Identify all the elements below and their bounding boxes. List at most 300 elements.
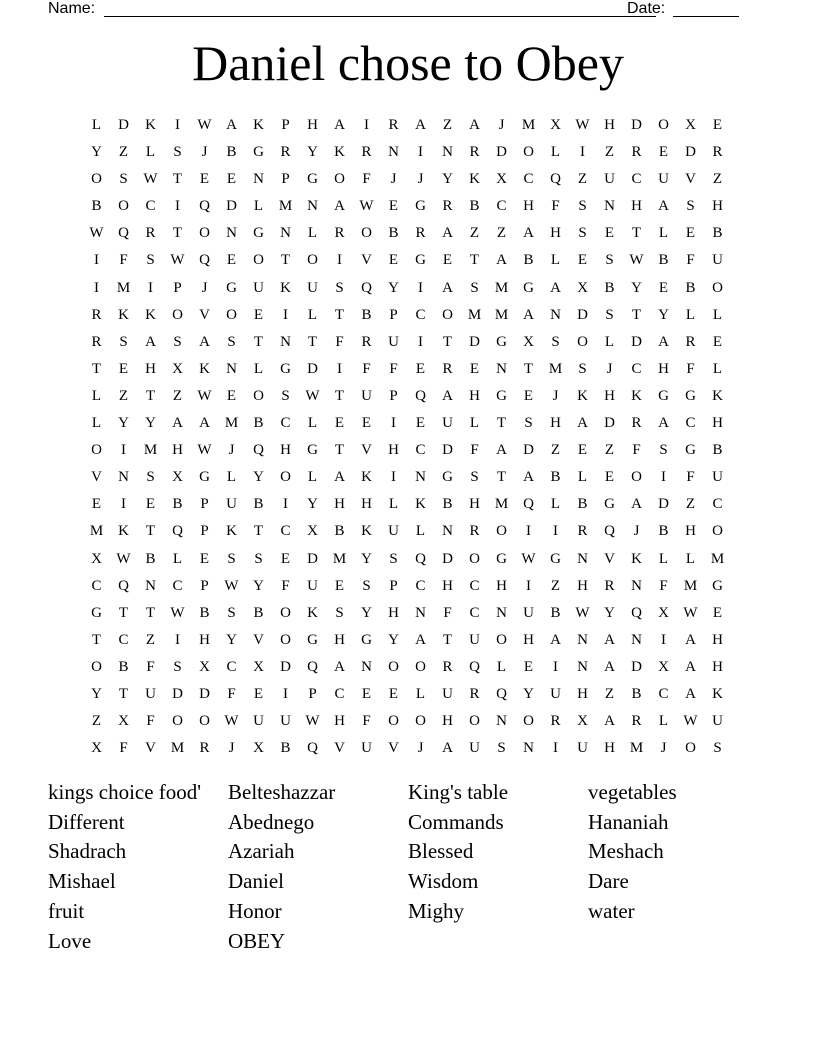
grid-letter[interactable]: C xyxy=(631,360,642,377)
grid-letter[interactable]: S xyxy=(605,252,614,269)
grid-letter[interactable]: P xyxy=(389,577,398,594)
grid-letter[interactable]: Z xyxy=(685,496,696,513)
grid-letter[interactable]: L xyxy=(685,550,696,567)
grid-letter[interactable]: R xyxy=(334,225,345,242)
grid-letter[interactable]: W xyxy=(170,252,185,269)
grid-letter[interactable]: R xyxy=(712,144,723,161)
grid-letter[interactable]: I xyxy=(121,442,126,459)
grid-letter[interactable]: F xyxy=(389,360,398,377)
grid-letter[interactable]: Y xyxy=(631,279,642,296)
grid-letter[interactable]: E xyxy=(604,469,615,486)
grid-letter[interactable]: Q xyxy=(469,658,480,675)
grid-letter[interactable]: V xyxy=(685,171,696,188)
grid-letter[interactable]: C xyxy=(685,415,696,432)
grid-letter[interactable]: N xyxy=(361,658,372,675)
grid-letter[interactable]: G xyxy=(307,171,318,188)
grid-letter[interactable]: I xyxy=(418,279,423,296)
grid-letter[interactable]: I xyxy=(661,631,666,648)
grid-letter[interactable]: T xyxy=(118,604,129,621)
grid-letter[interactable]: C xyxy=(226,658,237,675)
grid-letter[interactable]: X xyxy=(91,740,102,757)
grid-letter[interactable]: G xyxy=(712,577,723,594)
grid-letter[interactable]: L xyxy=(415,523,426,540)
grid-letter[interactable]: O xyxy=(415,713,426,730)
grid-letter[interactable]: F xyxy=(119,252,128,269)
grid-letter[interactable]: C xyxy=(496,198,507,215)
grid-letter[interactable]: H xyxy=(523,631,534,648)
grid-letter[interactable]: N xyxy=(307,198,318,215)
grid-letter[interactable]: D xyxy=(307,360,318,377)
grid-letter[interactable]: N xyxy=(388,144,399,161)
grid-letter[interactable]: R xyxy=(388,117,399,133)
grid-letter[interactable]: R xyxy=(91,333,102,350)
grid-letter[interactable]: D xyxy=(523,442,534,459)
grid-letter[interactable]: Q xyxy=(199,252,210,269)
grid-letter[interactable]: B xyxy=(550,469,561,486)
grid-letter[interactable]: T xyxy=(91,631,102,648)
grid-letter[interactable]: Z xyxy=(604,144,615,161)
grid-letter[interactable]: C xyxy=(415,577,426,594)
grid-letter[interactable]: R xyxy=(91,306,102,323)
grid-letter[interactable]: Z xyxy=(118,144,129,161)
grid-letter[interactable]: I xyxy=(175,117,180,133)
grid-letter[interactable]: L xyxy=(307,306,318,323)
grid-letter[interactable]: A xyxy=(685,685,696,702)
grid-letter[interactable]: I xyxy=(526,577,531,594)
grid-letter[interactable]: D xyxy=(577,306,588,323)
grid-letter[interactable]: B xyxy=(226,144,237,161)
grid-letter[interactable]: A xyxy=(334,658,345,675)
grid-letter[interactable]: R xyxy=(469,685,480,702)
grid-letter[interactable]: I xyxy=(553,740,558,757)
grid-letter[interactable]: D xyxy=(631,117,642,133)
grid-letter[interactable]: B xyxy=(253,604,264,621)
grid-letter[interactable]: O xyxy=(658,117,669,133)
grid-letter[interactable]: Y xyxy=(91,685,102,702)
grid-letter[interactable]: B xyxy=(91,198,102,215)
grid-letter[interactable]: U xyxy=(712,252,723,269)
grid-letter[interactable]: P xyxy=(281,117,290,133)
grid-letter[interactable]: Q xyxy=(253,442,264,459)
grid-letter[interactable]: E xyxy=(280,550,291,567)
grid-letter[interactable]: L xyxy=(658,550,669,567)
grid-letter[interactable]: U xyxy=(712,469,723,486)
grid-letter[interactable]: R xyxy=(361,144,372,161)
grid-letter[interactable]: R xyxy=(631,144,642,161)
grid-letter[interactable]: S xyxy=(146,252,155,269)
grid-letter[interactable]: A xyxy=(199,333,210,350)
grid-letter[interactable]: Y xyxy=(226,631,237,648)
grid-letter[interactable]: D xyxy=(118,117,129,133)
grid-letter[interactable]: E xyxy=(523,387,534,404)
grid-letter[interactable]: K xyxy=(145,117,156,133)
grid-letter[interactable]: S xyxy=(146,469,155,486)
grid-letter[interactable]: U xyxy=(469,631,480,648)
grid-letter[interactable]: H xyxy=(604,387,615,404)
grid-letter[interactable]: I xyxy=(283,685,288,702)
grid-letter[interactable]: S xyxy=(470,469,479,486)
grid-letter[interactable]: V xyxy=(91,469,102,486)
grid-letter[interactable]: B xyxy=(253,415,264,432)
grid-letter[interactable]: Y xyxy=(307,496,318,513)
grid-letter[interactable]: Q xyxy=(172,523,183,540)
grid-letter[interactable]: N xyxy=(415,469,426,486)
grid-letter[interactable]: M xyxy=(89,523,104,540)
grid-letter[interactable]: K xyxy=(631,387,642,404)
grid-letter[interactable]: N xyxy=(442,144,453,161)
grid-letter[interactable]: A xyxy=(442,279,453,296)
grid-letter[interactable]: Q xyxy=(523,496,534,513)
grid-letter[interactable]: U xyxy=(307,279,318,296)
grid-letter[interactable]: G xyxy=(361,631,372,648)
grid-letter[interactable]: M xyxy=(467,306,482,323)
grid-letter[interactable]: B xyxy=(442,496,453,513)
grid-letter[interactable]: B xyxy=(334,523,345,540)
grid-letter[interactable]: S xyxy=(227,333,236,350)
grid-letter[interactable]: W xyxy=(143,171,158,188)
grid-letter[interactable]: G xyxy=(253,225,264,242)
grid-letter[interactable]: T xyxy=(145,604,156,621)
grid-letter[interactable]: B xyxy=(199,604,210,621)
grid-letter[interactable]: L xyxy=(145,144,156,161)
grid-letter[interactable]: E xyxy=(91,496,102,513)
grid-letter[interactable]: D xyxy=(307,550,318,567)
grid-letter[interactable]: B xyxy=(145,550,156,567)
grid-letter[interactable]: N xyxy=(145,577,156,594)
grid-letter[interactable]: Q xyxy=(118,225,129,242)
grid-letter[interactable]: V xyxy=(145,740,156,757)
grid-letter[interactable]: L xyxy=(253,360,264,377)
grid-letter[interactable]: O xyxy=(307,252,318,269)
grid-letter[interactable]: X xyxy=(658,658,669,675)
grid-letter[interactable]: O xyxy=(118,198,129,215)
grid-letter[interactable]: X xyxy=(253,658,264,675)
grid-letter[interactable]: Y xyxy=(442,171,453,188)
grid-letter[interactable]: D xyxy=(280,658,291,675)
grid-letter[interactable]: R xyxy=(361,333,372,350)
grid-letter[interactable]: O xyxy=(631,469,642,486)
grid-letter[interactable]: A xyxy=(415,631,426,648)
grid-letter[interactable]: I xyxy=(661,469,666,486)
grid-letter[interactable]: V xyxy=(334,740,345,757)
grid-letter[interactable]: Y xyxy=(658,306,669,323)
grid-letter[interactable]: J xyxy=(390,171,397,188)
grid-letter[interactable]: J xyxy=(660,740,667,757)
grid-letter[interactable]: X xyxy=(199,658,210,675)
grid-letter[interactable]: T xyxy=(280,252,291,269)
grid-letter[interactable]: P xyxy=(308,685,317,702)
grid-letter[interactable]: T xyxy=(442,631,453,648)
grid-letter[interactable]: F xyxy=(362,713,371,730)
grid-letter[interactable]: R xyxy=(577,523,588,540)
grid-letter[interactable]: C xyxy=(334,685,345,702)
grid-letter[interactable]: L xyxy=(415,685,426,702)
grid-letter[interactable]: W xyxy=(170,604,185,621)
grid-letter[interactable]: H xyxy=(442,713,453,730)
grid-letter[interactable]: G xyxy=(199,469,210,486)
grid-letter[interactable]: K xyxy=(199,360,210,377)
grid-letter[interactable]: W xyxy=(575,117,590,133)
grid-letter[interactable]: P xyxy=(200,496,209,513)
grid-letter[interactable]: H xyxy=(145,360,156,377)
grid-letter[interactable]: H xyxy=(469,387,480,404)
grid-letter[interactable]: I xyxy=(364,117,369,133)
grid-letter[interactable]: M xyxy=(683,577,698,594)
grid-letter[interactable]: N xyxy=(226,225,237,242)
grid-letter[interactable]: U xyxy=(658,171,669,188)
grid-letter[interactable]: X xyxy=(658,604,669,621)
grid-letter[interactable]: G xyxy=(307,631,318,648)
grid-letter[interactable]: G xyxy=(415,252,426,269)
grid-letter[interactable]: A xyxy=(442,740,453,757)
grid-letter[interactable]: O xyxy=(199,713,210,730)
grid-letter[interactable]: P xyxy=(389,306,398,323)
grid-letter[interactable]: A xyxy=(658,333,669,350)
grid-letter[interactable]: R xyxy=(604,577,615,594)
grid-letter[interactable]: M xyxy=(521,117,536,133)
grid-letter[interactable]: G xyxy=(280,360,291,377)
grid-letter[interactable]: O xyxy=(496,523,507,540)
grid-letter[interactable]: H xyxy=(685,523,696,540)
grid-letter[interactable]: D xyxy=(172,685,183,702)
grid-letter[interactable]: Y xyxy=(523,685,534,702)
grid-letter[interactable]: Y xyxy=(253,469,264,486)
grid-letter[interactable]: R xyxy=(442,360,453,377)
grid-letter[interactable]: L xyxy=(307,225,318,242)
grid-letter[interactable]: A xyxy=(523,469,534,486)
grid-letter[interactable]: U xyxy=(361,740,372,757)
grid-letter[interactable]: H xyxy=(172,442,183,459)
grid-letter[interactable]: E xyxy=(388,685,399,702)
grid-letter[interactable]: S xyxy=(335,279,344,296)
grid-letter[interactable]: G xyxy=(658,387,669,404)
grid-letter[interactable]: Y xyxy=(361,604,372,621)
grid-letter[interactable]: X xyxy=(172,360,183,377)
grid-letter[interactable]: H xyxy=(307,117,318,133)
grid-letter[interactable]: Y xyxy=(361,550,372,567)
grid-letter[interactable]: L xyxy=(550,252,561,269)
grid-letter[interactable]: Q xyxy=(361,279,372,296)
grid-letter[interactable]: O xyxy=(253,387,264,404)
grid-letter[interactable]: T xyxy=(334,442,345,459)
grid-letter[interactable]: W xyxy=(224,713,239,730)
grid-letter[interactable]: O xyxy=(334,171,345,188)
grid-letter[interactable]: S xyxy=(389,550,398,567)
grid-letter[interactable]: K xyxy=(307,604,318,621)
grid-letter[interactable]: F xyxy=(362,171,371,188)
grid-letter[interactable]: L xyxy=(496,658,507,675)
grid-letter[interactable]: S xyxy=(254,550,263,567)
grid-letter[interactable]: E xyxy=(226,252,237,269)
grid-letter[interactable]: B xyxy=(280,740,291,757)
grid-letter[interactable]: K xyxy=(145,306,156,323)
grid-letter[interactable]: V xyxy=(604,550,615,567)
grid-letter[interactable]: O xyxy=(523,713,534,730)
grid-letter[interactable]: M xyxy=(494,306,509,323)
grid-letter[interactable]: X xyxy=(577,713,588,730)
grid-letter[interactable]: O xyxy=(496,631,507,648)
grid-letter[interactable]: N xyxy=(226,360,237,377)
grid-letter[interactable]: S xyxy=(119,333,128,350)
grid-letter[interactable]: H xyxy=(658,360,669,377)
grid-letter[interactable]: E xyxy=(145,496,156,513)
grid-letter[interactable]: N xyxy=(577,658,588,675)
grid-letter[interactable]: N xyxy=(496,713,507,730)
grid-letter[interactable]: G xyxy=(523,279,534,296)
grid-letter[interactable]: S xyxy=(686,198,695,215)
grid-letter[interactable]: B xyxy=(712,225,723,242)
grid-letter[interactable]: K xyxy=(631,550,642,567)
grid-letter[interactable]: W xyxy=(683,604,698,621)
grid-letter[interactable]: B xyxy=(118,658,129,675)
grid-letter[interactable]: H xyxy=(334,496,345,513)
grid-letter[interactable]: F xyxy=(686,252,695,269)
grid-letter[interactable]: X xyxy=(496,171,507,188)
grid-letter[interactable]: S xyxy=(227,550,236,567)
grid-letter[interactable]: C xyxy=(145,198,156,215)
grid-letter[interactable]: E xyxy=(334,415,345,432)
grid-letter[interactable]: A xyxy=(604,658,615,675)
grid-letter[interactable]: N xyxy=(496,360,507,377)
grid-letter[interactable]: U xyxy=(577,740,588,757)
grid-letter[interactable]: L xyxy=(91,117,102,133)
name-blank-line[interactable] xyxy=(104,16,656,17)
grid-letter[interactable]: N xyxy=(118,469,129,486)
grid-letter[interactable]: A xyxy=(577,415,588,432)
grid-letter[interactable]: J xyxy=(417,740,424,757)
grid-letter[interactable]: T xyxy=(469,252,480,269)
grid-letter[interactable]: Y xyxy=(253,577,264,594)
grid-letter[interactable]: T xyxy=(442,333,453,350)
grid-letter[interactable]: I xyxy=(121,496,126,513)
grid-letter[interactable]: B xyxy=(361,306,372,323)
grid-letter[interactable]: R xyxy=(631,713,642,730)
grid-letter[interactable]: Q xyxy=(496,685,507,702)
grid-letter[interactable]: G xyxy=(415,198,426,215)
grid-letter[interactable]: N xyxy=(577,631,588,648)
grid-letter[interactable]: W xyxy=(305,713,320,730)
grid-letter[interactable]: M xyxy=(116,279,131,296)
grid-letter[interactable]: P xyxy=(200,577,209,594)
grid-letter[interactable]: J xyxy=(228,442,235,459)
grid-letter[interactable]: O xyxy=(199,225,210,242)
grid-letter[interactable]: E xyxy=(712,333,723,350)
grid-letter[interactable]: B xyxy=(172,496,183,513)
grid-letter[interactable]: N xyxy=(415,604,426,621)
grid-letter[interactable]: B xyxy=(523,252,534,269)
grid-letter[interactable]: O xyxy=(415,658,426,675)
grid-letter[interactable]: W xyxy=(575,604,590,621)
grid-letter[interactable]: X xyxy=(118,713,129,730)
grid-letter[interactable]: H xyxy=(388,604,399,621)
grid-letter[interactable]: B xyxy=(550,604,561,621)
grid-letter[interactable]: R xyxy=(145,225,156,242)
grid-letter[interactable]: I xyxy=(553,523,558,540)
grid-letter[interactable]: W xyxy=(683,713,698,730)
grid-letter[interactable]: H xyxy=(469,496,480,513)
grid-letter[interactable]: Q xyxy=(604,523,615,540)
grid-letter[interactable]: K xyxy=(361,469,372,486)
grid-letter[interactable]: H xyxy=(712,658,723,675)
grid-letter[interactable]: D xyxy=(631,658,642,675)
grid-letter[interactable]: L xyxy=(91,387,102,404)
grid-letter[interactable]: R xyxy=(280,144,291,161)
grid-letter[interactable]: S xyxy=(119,171,128,188)
grid-letter[interactable]: K xyxy=(469,171,480,188)
grid-letter[interactable]: E xyxy=(199,550,210,567)
grid-letter[interactable]: H xyxy=(604,740,615,757)
grid-letter[interactable]: O xyxy=(172,713,183,730)
grid-letter[interactable]: Z xyxy=(550,577,561,594)
grid-letter[interactable]: Z xyxy=(496,225,507,242)
grid-letter[interactable]: N xyxy=(631,577,642,594)
grid-letter[interactable]: H xyxy=(604,117,615,133)
grid-letter[interactable]: S xyxy=(605,306,614,323)
grid-letter[interactable]: U xyxy=(253,713,264,730)
grid-letter[interactable]: B xyxy=(577,496,588,513)
grid-letter[interactable]: O xyxy=(712,523,723,540)
grid-letter[interactable]: Y xyxy=(145,415,156,432)
grid-letter[interactable]: T xyxy=(523,360,534,377)
grid-letter[interactable]: H xyxy=(577,685,588,702)
grid-letter[interactable]: K xyxy=(280,279,291,296)
grid-letter[interactable]: H xyxy=(280,442,291,459)
grid-letter[interactable]: O xyxy=(172,306,183,323)
grid-letter[interactable]: A xyxy=(334,198,345,215)
grid-letter[interactable]: D xyxy=(496,144,507,161)
grid-letter[interactable]: D xyxy=(604,415,615,432)
grid-letter[interactable]: Z xyxy=(577,171,588,188)
grid-letter[interactable]: P xyxy=(173,279,182,296)
grid-letter[interactable]: O xyxy=(469,713,480,730)
grid-letter[interactable]: M xyxy=(143,442,158,459)
grid-letter[interactable]: N xyxy=(280,333,291,350)
grid-letter[interactable]: T xyxy=(334,387,345,404)
grid-letter[interactable]: X xyxy=(550,117,561,133)
grid-letter[interactable]: U xyxy=(442,685,453,702)
grid-letter[interactable]: L xyxy=(712,306,723,323)
grid-letter[interactable]: F xyxy=(470,442,479,459)
grid-letter[interactable]: B xyxy=(253,496,264,513)
grid-letter[interactable]: H xyxy=(442,577,453,594)
grid-letter[interactable]: O xyxy=(361,225,372,242)
grid-letter[interactable]: E xyxy=(199,171,210,188)
grid-letter[interactable]: G xyxy=(253,144,264,161)
grid-letter[interactable]: C xyxy=(469,604,480,621)
grid-letter[interactable]: C xyxy=(631,171,642,188)
grid-letter[interactable]: X xyxy=(91,550,102,567)
grid-letter[interactable]: B xyxy=(658,252,669,269)
grid-letter[interactable]: H xyxy=(361,496,372,513)
grid-letter[interactable]: J xyxy=(201,279,208,296)
grid-letter[interactable]: F xyxy=(686,469,695,486)
grid-letter[interactable]: T xyxy=(172,171,183,188)
grid-letter[interactable]: M xyxy=(710,550,725,567)
grid-letter[interactable]: U xyxy=(712,713,723,730)
grid-letter[interactable]: M xyxy=(332,550,347,567)
grid-letter[interactable]: S xyxy=(713,740,722,757)
grid-letter[interactable]: T xyxy=(307,333,318,350)
grid-letter[interactable]: I xyxy=(283,306,288,323)
grid-letter[interactable]: W xyxy=(629,252,644,269)
grid-letter[interactable]: D xyxy=(442,442,453,459)
grid-letter[interactable]: X xyxy=(172,469,183,486)
grid-letter[interactable]: A xyxy=(685,658,696,675)
grid-letter[interactable]: E xyxy=(388,252,399,269)
grid-letter[interactable]: S xyxy=(173,333,182,350)
grid-letter[interactable]: W xyxy=(521,550,536,567)
grid-letter[interactable]: V xyxy=(253,631,264,648)
